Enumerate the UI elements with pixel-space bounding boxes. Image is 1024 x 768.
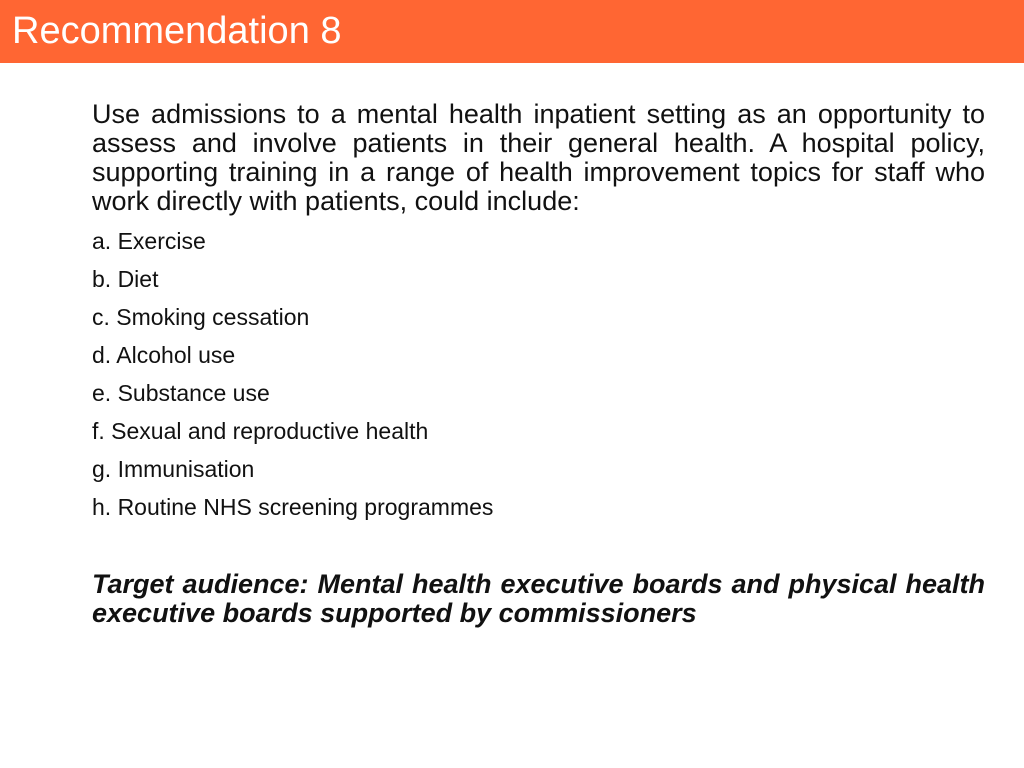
slide-title: Recommendation 8 [12, 10, 342, 52]
list-item: c. Smoking cessation [92, 304, 310, 330]
list-item: d. Alcohol use [92, 342, 236, 368]
target-audience: Target audience: Mental health executive boards and physical health executive boards supported by commissioners [92, 569, 985, 628]
list-item: e. Substance use [92, 380, 270, 406]
title-bar [0, 0, 1024, 63]
list-item: a. Exercise [92, 228, 206, 254]
list-item: g. Immunisation [92, 456, 255, 482]
intro-paragraph: Use admissions to a mental health inpatient setting as an opportunity to assess and involve patients in their general health. A hospital policy, supporting training in a range of health improvement topics for staff who work directly with patients, could include: [92, 99, 985, 216]
list-item: b. Diet [92, 266, 159, 292]
topic-list [92, 222, 985, 526]
list-item: h. Routine NHS screening programmes [92, 494, 494, 520]
list-item: f. Sexual and reproductive health [92, 418, 429, 444]
slide-content [92, 100, 985, 628]
